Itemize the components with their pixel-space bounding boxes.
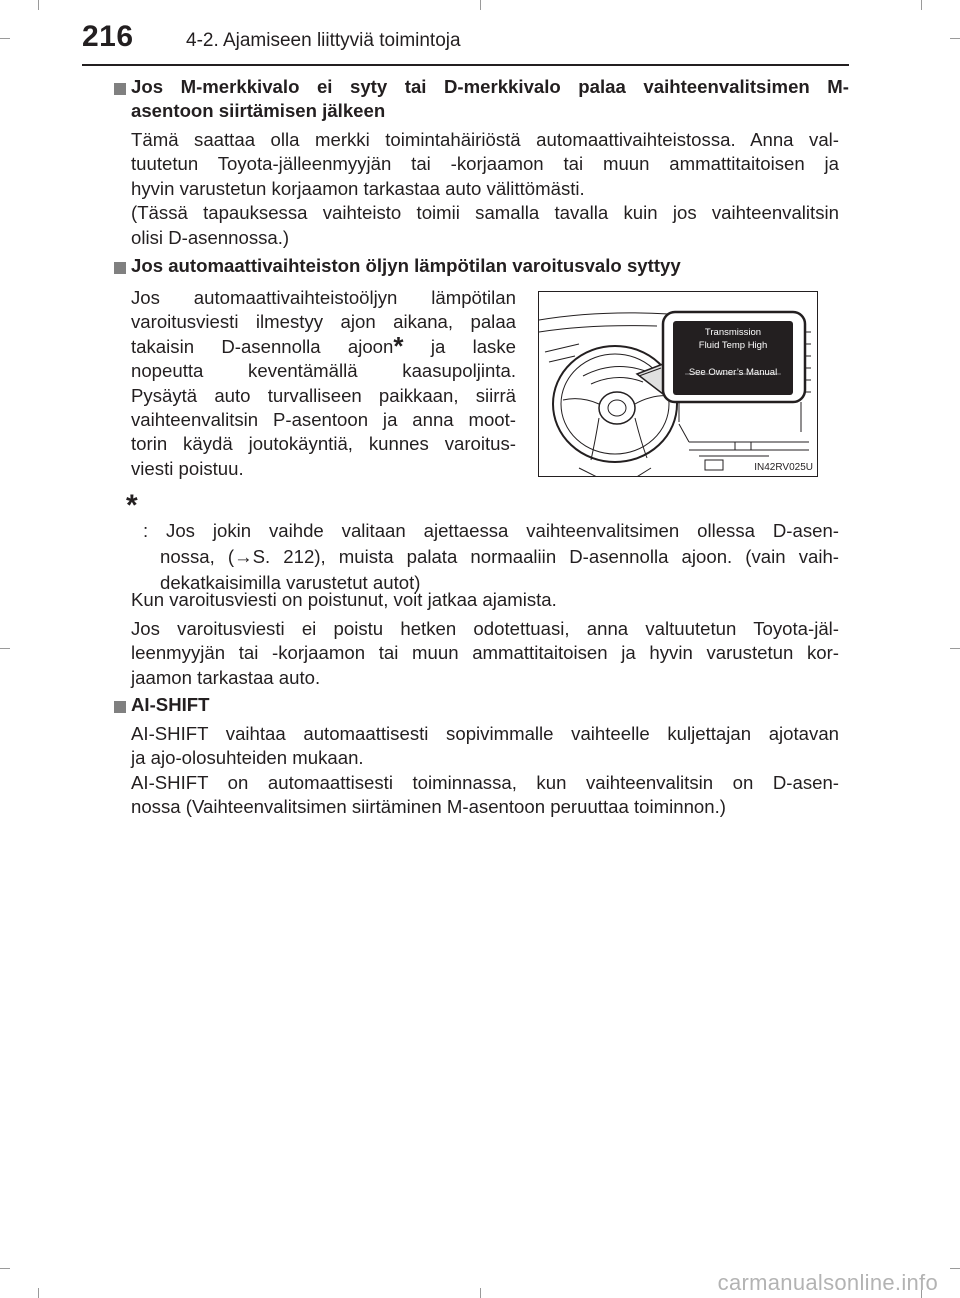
note-line: nossa, (→S. 212), muista palata normaaliin D-asennolla ajoon. (vain vaih- [160,546,839,567]
bullet-square-icon [114,701,126,713]
section2-after2 [131,617,839,690]
dashboard-drawing [539,292,818,477]
crop-mark [38,1288,39,1298]
display-line: Fluid Temp High [698,340,768,351]
display-message [673,326,793,379]
heading-line: asentoon siirtämisen jälkeen [131,100,386,122]
note-star: * [126,489,138,522]
crop-mark [950,648,960,649]
body-text: ja laske [430,335,516,357]
body-line: AI-SHIFT on automaattisesti toiminnassa, kun vaihteenvalitsin on D-asen- [131,771,839,793]
crop-mark [0,38,10,39]
crop-mark [950,38,960,39]
section2-side-text [131,286,516,481]
display-line: Transmission [704,327,762,338]
dashboard-illustration [538,291,818,477]
body-line: hyvin varustetun korjaamon tarkastaa auto välittömästi. [131,177,585,199]
body-line: varoitusviesti ilmestyy ajon aikana, palaa [131,311,516,333]
crop-mark [480,0,481,10]
body-line: torin käydä joutokäyntiä, kunnes varoitus- [131,433,516,455]
section2-after1: Kun varoitusviesti on poistunut, voit jatkaa ajamista. [131,589,557,610]
crop-mark [0,648,10,649]
footnote-text [143,518,839,596]
footnote-star: * [393,330,404,361]
body-line [131,330,516,361]
note-line: dekatkaisimilla varustetut autot) [160,572,421,593]
crop-mark [0,1268,10,1269]
body-line: (Tässä tapauksessa vaihteisto toimii samalla tavalla kuin jos vaihteenvalitsin [131,202,839,224]
body-line: Tämä saattaa olla merkki toimintahäiriöstä automaattivaihteistossa. Anna val- [131,129,839,150]
section2-heading: Jos automaattivaihteiston öljyn lämpötilan varoitusvalo syttyy [131,255,681,276]
figure-id: IN42RV025U [754,462,813,473]
body-line: Jos automaattivaihteistoöljyn lämpötilan [131,287,516,308]
body-line: Pysäytä auto turvalliseen paikkaan, siirrä [131,384,516,406]
body-line: viesti poistuu. [131,457,244,479]
body-line: ja ajo-olosuhteiden mukaan. [131,747,364,769]
body-line: Jos varoitusviesti ei poistu hetken odotettuasi, anna valtuutetun Toyota-jäl- [131,618,839,639]
note-line: : Jos jokin vaihde valitaan ajettaessa vaihteenvalitsimen ollessa D-asen- [143,520,839,541]
body-line: nossa (Vaihteenvalitsimen siirtäminen M-asentoon peruuttaa toiminnon.) [131,796,726,818]
body-line: leenmyyjän tai -korjaamon tai muun ammattitaitoisen ja hyvin varustetun kor- [131,642,839,664]
section1-body [131,128,839,250]
crop-mark [921,0,922,10]
crop-mark [480,1288,481,1298]
crop-mark [38,0,39,10]
page-number: 216 [82,20,134,53]
crop-mark [950,1268,960,1269]
section-title: 4-2. Ajamiseen liittyviä toimintoja [186,30,461,51]
body-line: vaihteenvalitsin P-asentoon ja anna moot- [131,409,516,431]
section3-heading: AI-SHIFT [131,694,210,715]
watermark-text: carmanualsonline.info [717,1270,938,1295]
section1-heading [131,75,849,124]
bullet-square-icon [114,83,126,95]
display-line: See Owner’s Manual [688,367,778,378]
body-line: olisi D-asennossa.) [131,226,290,248]
body-line: nopeutta keventämällä kaasupoljinta. [131,360,516,382]
body-line: jaamon tarkastaa auto. [131,666,321,688]
header-rule [82,64,849,66]
heading-line: Jos M-merkkivalo ei syty tai D-merkkivalo palaa vaihteenvalitsimen M- [131,76,849,97]
body-line: AI-SHIFT vaihtaa automaattisesti sopivimmalle vaihteelle kuljettajan ajotavan [131,723,839,744]
body-line: tuutetun Toyota-jälleenmyyjän tai -korjaamon tai muun ammattitaitoisen ja [131,153,839,175]
bullet-square-icon [114,262,126,274]
section3-body [131,722,839,820]
body-text: takaisin D-asennolla ajoon [131,335,394,357]
